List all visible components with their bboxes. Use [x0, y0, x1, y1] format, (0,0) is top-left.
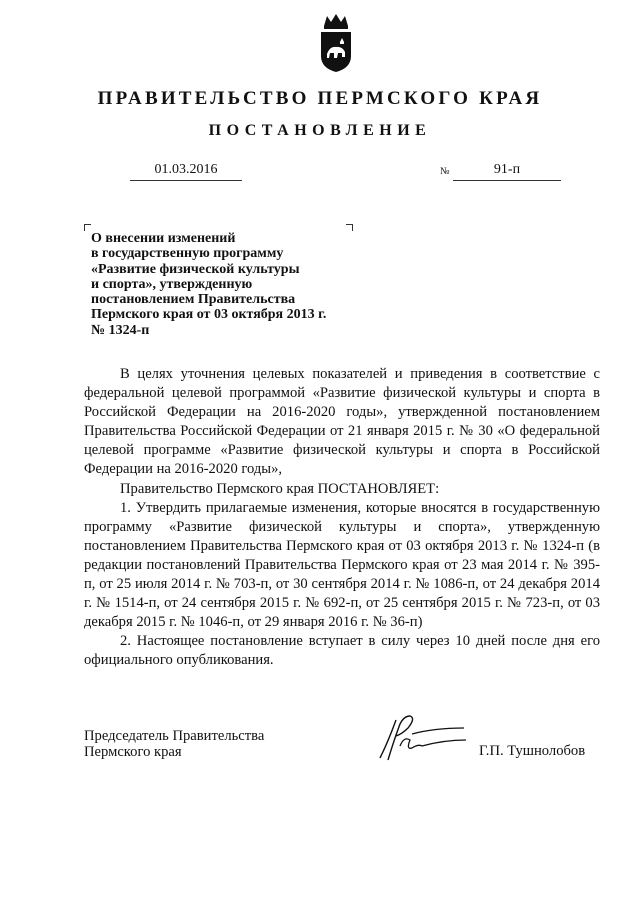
subject-corner-mark-right: [346, 224, 353, 231]
subject-line: постановлением Правительства: [91, 292, 296, 308]
document-type: ПОСТАНОВЛЕНИЕ: [208, 122, 432, 139]
government-title: ПРАВИТЕЛЬСТВО ПЕРМСКОГО КРАЯ: [97, 88, 543, 109]
coat-of-arms-icon: [318, 12, 354, 74]
position-line: Председатель Правительства: [84, 728, 265, 744]
subject-corner-mark-left: [84, 224, 91, 231]
subject-line: № 1324-п: [91, 322, 150, 338]
document-date: 01.03.2016: [130, 162, 242, 181]
document-body: [84, 365, 600, 671]
signatory-name: Г.П. Тушнолобов: [479, 743, 586, 759]
number-sign: №: [440, 166, 450, 177]
body-paragraph-item-1: 1. Утвердить прилагаемые изменения, которые вносятся в государственную программу «Развитие физической культуры и спорта», утвержденную постановлением Правительства Пермского края от 03 октября 2013 г. № 1324-п (в редакции постановлений Правительства Пермского края от 23 мая 2014 г. № 395-п, от 25 июля 2014 г. № 703-п, от 30 сентября 2014 г. № 1086-п, от 24 декабря 2014 г. № 1514-п, от 24 сентября 2015 г. № 692-п, от 25 сентября 2015 г. № 723-п, от 03 декабря 2015 г. № 1046-п, от 29 января 2016 г. № 36-п): [84, 499, 600, 631]
body-paragraph-item-2: 2. Настоящее постановление вступает в силу через 10 дней после дня его официального опубликования.: [84, 633, 600, 669]
subject-line: и спорта», утвержденную: [91, 276, 253, 292]
body-paragraph-resolution: Правительство Пермского края ПОСТАНОВЛЯЕТ:: [120, 480, 440, 497]
signatory-position: [84, 728, 264, 760]
subject-line: О внесении изменений: [91, 231, 236, 246]
subject-line: в государственную программу: [91, 246, 284, 262]
document-subject: [91, 231, 371, 338]
body-paragraph-preamble: В целях уточнения целевых показателей и приведения в соответствие с федеральной целевой программой «Развитие физической культуры и спорта в Российской Федерации на 2016-2020 годы», утвержденной постановлением Правительства Российской Федерации от 21 января 2015 г. № 30 «О федеральной целевой программе «Развитие физической культуры и спорта в Российской Федерации на 2016-2020 годы»,: [84, 366, 600, 478]
position-line: Пермского края: [84, 744, 182, 760]
subject-line: «Развитие физической культуры: [91, 261, 300, 277]
handwritten-signature-icon: [374, 706, 468, 764]
document-number: 91-п: [453, 162, 561, 181]
subject-line: Пермского края от 03 октября 2013 г.: [91, 307, 327, 323]
